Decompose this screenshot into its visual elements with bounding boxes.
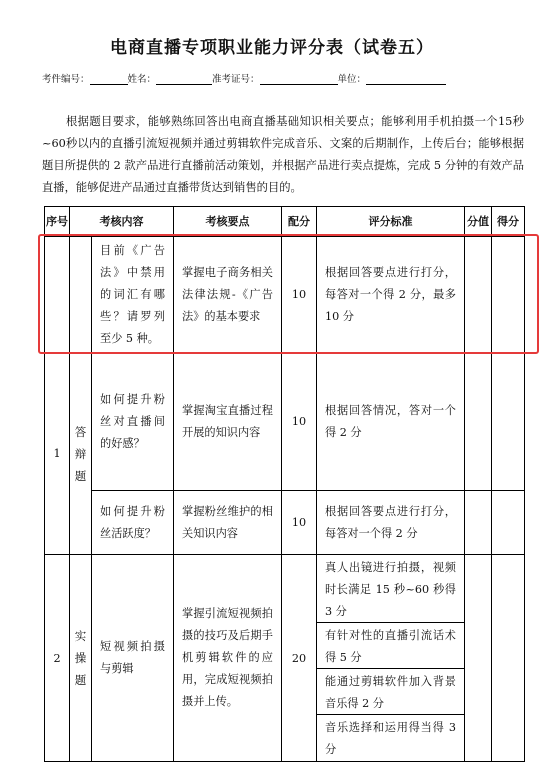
name-label: 姓名：: [127, 74, 157, 85]
question-text: 短视频拍摄与剪辑: [100, 640, 165, 675]
candidate-info-line: [42, 71, 446, 85]
point-text: 掌握粉丝维护的相关知识内容: [182, 504, 273, 540]
intro-paragraph: 根据题目要求，能够熟练回答出电商直播基础知识相关要点；能够利用手机拍摄一个15秒~60秒以内的直播引流短视频并通过剪辑软件完成音乐、文案的后期制作，上传后台；能够根据题目所提供的 2 款产品进行直播前活动策划，并根据产品进行卖点提炼，完成 5 分钟的有效产品直播，能够促进产品通过直播带货达到销售的目的。: [42, 115, 524, 194]
criteria-text: 根据回答情况，答对一个得 2 分: [325, 403, 456, 439]
unit-field[interactable]: [366, 74, 446, 85]
question-cell: [92, 353, 174, 491]
table-row: [45, 491, 525, 555]
score-value-cell[interactable]: [465, 491, 492, 555]
header-criteria: 评分标准: [317, 207, 465, 237]
type-cell: [70, 555, 92, 762]
question-text: 目前《广告法》中禁用的词汇有哪些？请罗列至少 5 种。: [100, 243, 165, 345]
header-content: 考核内容: [70, 207, 174, 237]
table-row: [45, 555, 525, 762]
exam-no-label: 考件编号：: [42, 74, 90, 85]
score-value-cell[interactable]: [465, 237, 492, 353]
score-cell[interactable]: [492, 555, 525, 762]
criteria-item: 真人出镜进行拍摄，视频时长满足 15 秒~60 秒得 3 分: [317, 555, 464, 623]
question-cell: [92, 491, 174, 555]
score-value-cell[interactable]: [465, 353, 492, 491]
point-text: 掌握淘宝直播过程开展的知识内容: [182, 403, 273, 439]
criteria-text: 根据回答要点进行打分，每答对一个得 2 分，最多 10 分: [325, 265, 456, 323]
point-cell: [174, 555, 282, 762]
criteria-cell: [317, 555, 465, 762]
point-text: 掌握电子商务相关法律法规-《广告法》的基本要求: [182, 265, 273, 323]
score-table: [44, 206, 525, 762]
header-score-value: 分值: [465, 207, 492, 237]
unit-label: 单位：: [337, 74, 367, 85]
page-title: 电商直播专项职业能力评分表（试卷五）: [110, 38, 434, 58]
seq-cell: [45, 237, 70, 353]
alloc-cell: 10: [282, 237, 317, 353]
seq-cell: 2: [45, 555, 70, 762]
table-row: [45, 353, 525, 491]
score-cell[interactable]: [492, 491, 525, 555]
point-cell: [174, 353, 282, 491]
criteria-cell: [317, 491, 465, 555]
alloc-cell: 20: [282, 555, 317, 762]
point-cell: [174, 237, 282, 353]
point-text: 掌握引流短视频拍摄的技巧及后期手机剪辑软件的应用，完成短视频拍摄并上传。: [182, 607, 273, 708]
score-value-cell[interactable]: [465, 555, 492, 762]
alloc-cell: 10: [282, 353, 317, 491]
point-cell: [174, 491, 282, 555]
type-text: 答辩题: [74, 424, 87, 483]
criteria-item: 有针对性的直播引流话术得 5 分: [317, 623, 464, 669]
question-text: 如何提升粉丝活跃度？: [100, 504, 165, 540]
header-seq: 序号: [45, 207, 70, 237]
header-alloc: 配分: [282, 207, 317, 237]
criteria-text: 根据回答要点进行打分，每答对一个得 2 分: [325, 504, 456, 540]
alloc-cell: 10: [282, 491, 317, 555]
type-cell: [70, 353, 92, 555]
seq-cell: 1: [45, 353, 70, 555]
header-score: 得分: [492, 207, 525, 237]
question-cell: [92, 237, 174, 353]
question-cell: [92, 555, 174, 762]
criteria-item: 能通过剪辑软件加入背景音乐得 2 分: [317, 669, 464, 715]
type-text: 实操题: [74, 629, 87, 687]
table-header-row: [45, 207, 525, 237]
score-cell[interactable]: [492, 237, 525, 353]
score-cell[interactable]: [492, 353, 525, 491]
name-field[interactable]: [156, 74, 212, 85]
criteria-cell: [317, 237, 465, 353]
header-points: 考核要点: [174, 207, 282, 237]
ticket-label: 准考证号：: [212, 74, 260, 85]
criteria-item: 音乐选择和运用得当得 3 分: [325, 721, 456, 756]
table-row: [45, 237, 525, 353]
question-text: 如何提升粉丝对直播间的好感？: [100, 392, 165, 450]
type-cell: [70, 237, 92, 353]
criteria-cell: [317, 353, 465, 491]
exam-no-field[interactable]: [90, 74, 128, 85]
ticket-field[interactable]: [260, 74, 338, 85]
